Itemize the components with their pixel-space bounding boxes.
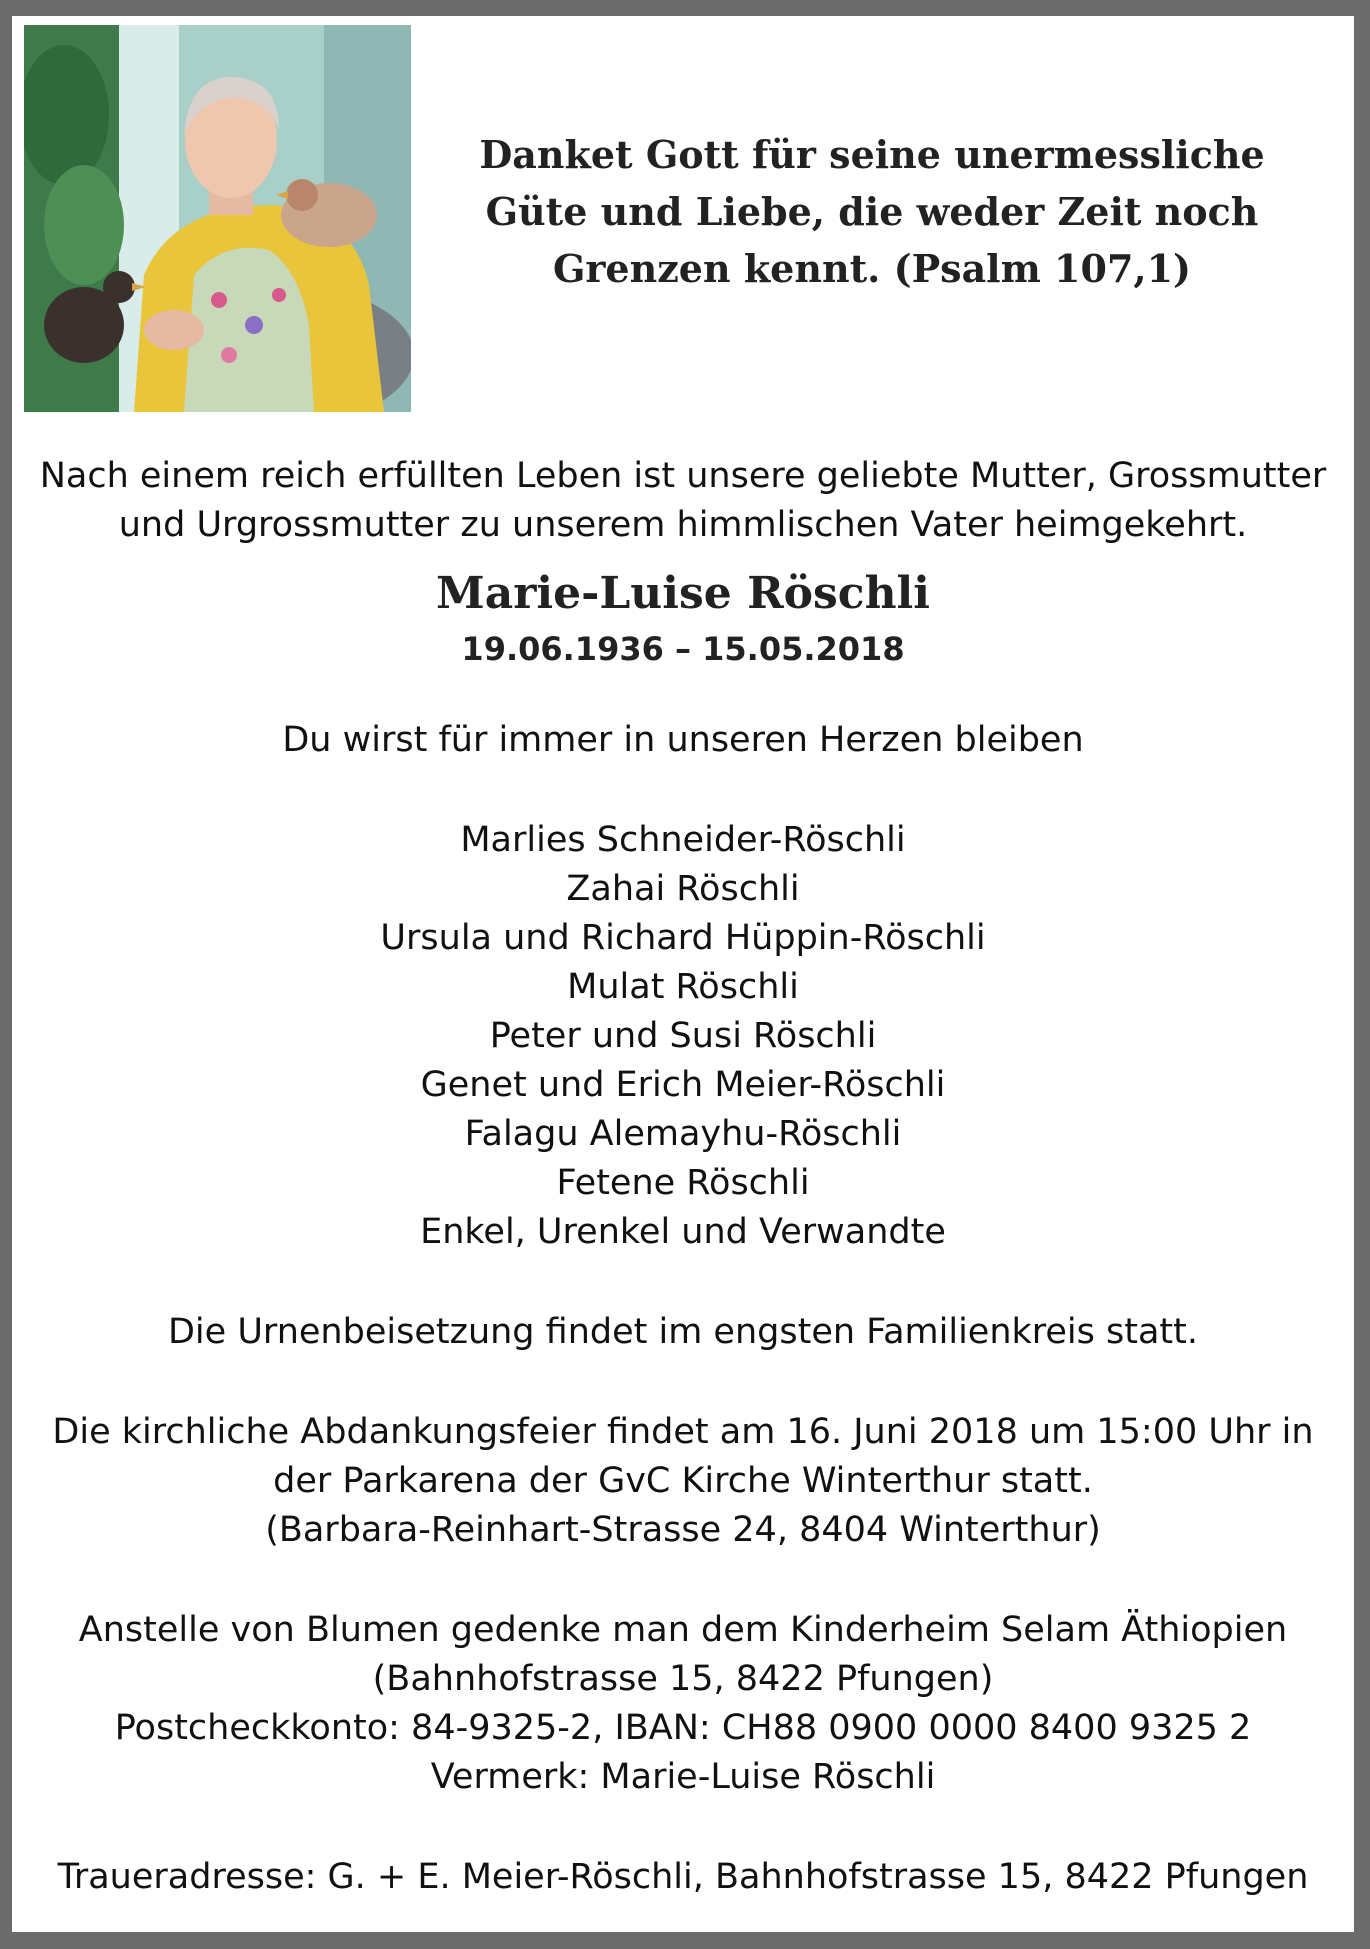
intro-line: Nach einem reich erfüllten Leben ist unsere geliebte Mutter, Grossmutter — [39, 456, 1327, 496]
ceremony-line: Die kirchliche Abdankungsfeier findet am 16. Juni 2018 um 15:00 Uhr in — [52, 1412, 1314, 1452]
bible-verse — [442, 126, 1302, 297]
donation-line: Postcheckkonto: 84-9325-2, IBAN: CH88 0900 0000 8400 9325 2 — [114, 1708, 1252, 1748]
life-dates: 19.06.1936 – 15.05.2018 — [461, 630, 905, 668]
ceremony-line: der Parkarena der GvC Kirche Winterthur statt. — [273, 1461, 1093, 1501]
mourner: Mulat Röschli — [567, 967, 799, 1007]
donation-line: (Bahnhofstrasse 15, 8422 Pfungen) — [372, 1659, 994, 1699]
mourning-address: Traueradresse: G. + E. Meier-Röschli, Bahnhofstrasse 15, 8422 Pfungen — [57, 1857, 1309, 1897]
mourner: Enkel, Urenkel und Verwandte — [420, 1212, 946, 1252]
mourner: Marlies Schneider-Röschli — [460, 820, 906, 860]
burial-notice: Die Urnenbeisetzung findet im engsten Familienkreis statt. — [167, 1312, 1198, 1352]
mourner: Ursula und Richard Hüppin-Röschli — [380, 918, 986, 958]
mourner: Fetene Röschli — [556, 1163, 810, 1203]
verse-line: Grenzen kennt. (Psalm 107,1) — [552, 246, 1192, 291]
mourner: Falagu Alemayhu-Röschli — [464, 1114, 902, 1154]
mourner: Peter und Susi Röschli — [489, 1016, 877, 1056]
verse-line: Danket Gott für seine unermessliche — [479, 132, 1265, 177]
deceased-name: Marie-Luise Röschli — [436, 568, 930, 619]
obituary-card — [12, 16, 1354, 1932]
farewell-text: Du wirst für immer in unseren Herzen bleiben — [282, 720, 1084, 760]
mourners-list — [12, 816, 1354, 1257]
portrait-photo — [24, 25, 411, 412]
donation-notice — [12, 1606, 1354, 1802]
donation-line: Anstelle von Blumen gedenke man dem Kinderheim Selam Äthiopien — [78, 1610, 1288, 1650]
mourner: Genet und Erich Meier-Röschli — [420, 1065, 946, 1105]
ceremony-notice — [12, 1408, 1354, 1555]
donation-line: Vermerk: Marie-Luise Röschli — [430, 1757, 936, 1797]
obituary-text — [12, 452, 1354, 1902]
ceremony-line: (Barbara-Reinhart-Strasse 24, 8404 Winterthur) — [265, 1510, 1101, 1550]
mourner: Zahai Röschli — [566, 869, 800, 909]
intro-line: und Urgrossmutter zu unserem himmlischen Vater heimgekehrt. — [118, 505, 1248, 545]
verse-line: Güte und Liebe, die weder Zeit noch — [485, 189, 1259, 234]
